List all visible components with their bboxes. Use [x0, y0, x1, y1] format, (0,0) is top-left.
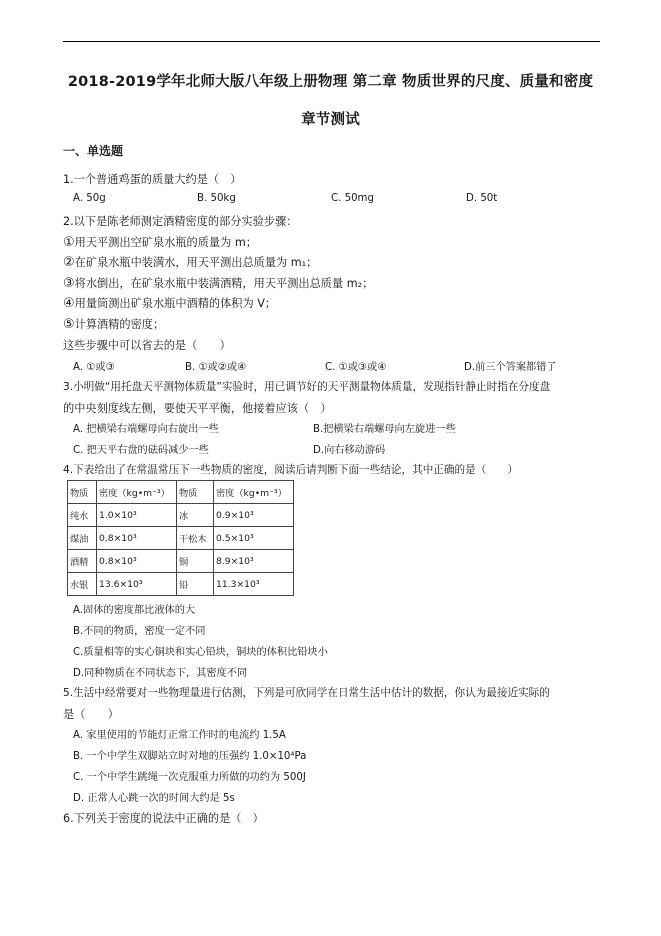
page-title: 2018-2019学年北师大版八年级上册物理 第二章 物质世界的尺度、质量和密度 — [67, 74, 594, 90]
step-text: 用天平测出空矿泉水瓶的质量为 m； — [74, 236, 257, 249]
question-3-option-d: D.向右移动游码 — [313, 445, 386, 456]
table-cell: 0.8×10³ — [97, 550, 177, 573]
table-row — [68, 550, 294, 573]
question-2-step — [63, 234, 257, 250]
question-5-option-b: B. 一个中学生双脚站立时对地的压强约 1.0×10⁴Pa — [73, 751, 307, 762]
question-3-stem-cont: 的中央刻度线左侧，要使天平平衡，他接着应该（ ） — [63, 402, 332, 415]
question-3-option-a: A. 把横梁右端螺母向右旋出一些 — [73, 424, 219, 435]
table-cell: 物质 — [177, 481, 214, 504]
table-cell: 酒精 — [68, 550, 97, 573]
table-cell: 0.5×10³ — [214, 527, 294, 550]
question-5-option-c: C. 一个中学生跳绳一次克服重力所做的功约为 500J — [73, 772, 306, 783]
question-2-option-c: C. ①或③或④ — [325, 362, 387, 373]
table-cell: 密度（kg•m⁻³） — [97, 481, 177, 504]
step-text: 计算酒精的密度； — [74, 318, 165, 331]
question-5-option-a: A. 家里使用的节能灯正常工作时的电流约 1.5A — [73, 730, 286, 741]
table-cell: 13.6×10³ — [97, 573, 177, 596]
step-number: ④ — [63, 296, 75, 311]
question-2-step — [63, 295, 276, 311]
question-5-stem-cont: 是（ ） — [63, 708, 119, 721]
table-cell: 冰 — [177, 504, 214, 527]
table-cell: 0.8×10³ — [97, 527, 177, 550]
section-heading: 一、单选题 — [63, 144, 124, 158]
step-number: ① — [63, 235, 75, 250]
table-cell: 干松木 — [177, 527, 214, 550]
question-5-stem: 5.生活中经常要对一些物理量进行估测，下列是可欣同学在日常生活中估计的数据，你认为最接近实际的 — [63, 687, 550, 699]
step-number: ② — [63, 255, 75, 270]
question-2-step — [63, 254, 317, 270]
question-2-stem: 2.以下是陈老师测定酒精密度的部分实验步骤： — [63, 215, 298, 228]
step-text: 将水倒出，在矿泉水瓶中装满酒精，用天平测出总质量 m₂； — [74, 277, 374, 290]
question-4-option-b: B.不同的物质，密度一定不同 — [73, 626, 206, 637]
table-cell: 11.3×10³ — [214, 573, 294, 596]
table-row — [68, 527, 294, 550]
table-cell: 纯水 — [68, 504, 97, 527]
density-table — [67, 480, 294, 596]
step-number: ⑤ — [63, 317, 75, 332]
table-cell: 水银 — [68, 573, 97, 596]
question-3-option-c: C. 把天平右盘的砝码减少一些 — [73, 445, 209, 456]
table-header-row — [68, 481, 294, 504]
question-2-step — [63, 275, 373, 291]
table-row — [68, 573, 294, 596]
table-row — [68, 504, 294, 527]
table-cell: 1.0×10³ — [97, 504, 177, 527]
table-cell: 煤油 — [68, 527, 97, 550]
question-3-stem: 3.小明做“用托盘天平测物体质量”实验时，用已调节好的天平测量物体质量，发现指针静止时指在分度盘 — [63, 381, 551, 393]
table-cell: 物质 — [68, 481, 97, 504]
step-text: 用量筒测出矿泉水瓶中酒精的体积为 V； — [74, 297, 277, 310]
question-2-option-d: D.前三个答案都错了 — [464, 362, 557, 373]
table-cell: 0.9×10³ — [214, 504, 294, 527]
question-4-option-c: C.质量相等的实心铜块和实心铅块，铜块的体积比铅块小 — [73, 647, 328, 658]
question-1-option-c: C. 50mg — [331, 193, 374, 204]
question-1-option-a: A. 50g — [73, 193, 106, 204]
question-4-option-d: D.同种物质在不同状态下，其密度不同 — [73, 668, 248, 679]
header-rule — [63, 41, 600, 42]
table-cell: 铜 — [177, 550, 214, 573]
question-2-option-a: A. ①或③ — [73, 362, 115, 373]
table-cell: 铅 — [177, 573, 214, 596]
question-6-stem: 6.下列关于密度的说法中正确的是（ ） — [63, 812, 264, 825]
step-number: ③ — [63, 276, 75, 291]
question-1-option-d: D. 50t — [466, 193, 498, 204]
question-5-option-d: D. 正常人心跳一次的时间大约是 5s — [73, 793, 235, 804]
question-4-option-a: A.固体的密度都比液体的大 — [73, 605, 196, 616]
question-2-option-b: B. ①或②或④ — [185, 362, 247, 373]
page-title-line2: 章节测试 — [301, 112, 360, 128]
step-text: 在矿泉水瓶中装满水，用天平测出总质量为 m₁； — [74, 256, 318, 269]
question-4-stem: 4.下表给出了在常温常压下一些物质的密度，阅读后请判断下面一些结论，其中正确的是（ ） — [63, 464, 519, 476]
question-3-option-b: B.把横梁右端螺母向左旋进一些 — [313, 424, 456, 435]
question-2-ask: 这些步骤中可以省去的是（ ） — [63, 339, 231, 352]
question-1-option-b: B. 50kg — [197, 193, 236, 204]
table-cell: 密度（kg•m⁻³） — [214, 481, 294, 504]
question-2-step — [63, 316, 164, 332]
table-cell: 8.9×10³ — [214, 550, 294, 573]
question-1-stem: 1.一个普通鸡蛋的质量大约是（ ） — [63, 173, 242, 186]
